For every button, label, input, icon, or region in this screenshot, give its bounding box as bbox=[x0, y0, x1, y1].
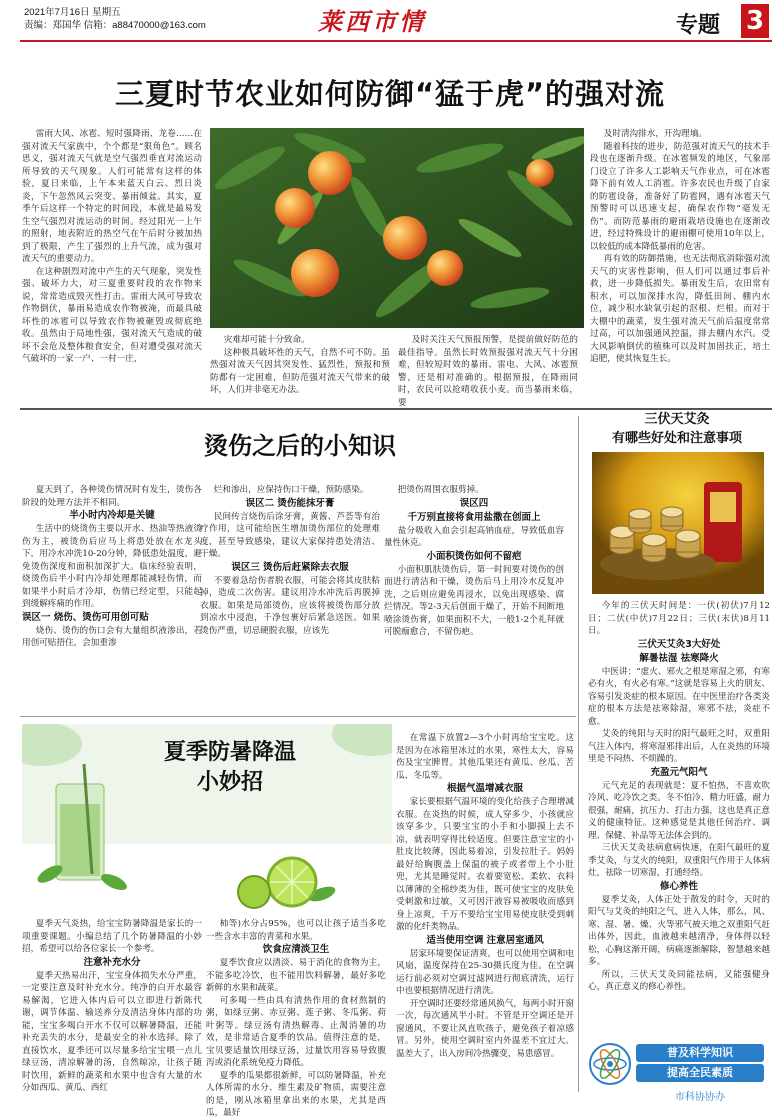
paragraph: 在常温下放置2—3个小时再给宝宝吃。这是因为在冰箱里冰过的水果，寒性太大，容易伤及宝宝脾胃。其他瓜果还有黄瓜、丝瓜、苦瓜、冬瓜等。 bbox=[396, 733, 574, 781]
paragraph: 灾难却可能十分致命。 bbox=[223, 335, 310, 345]
paragraph: 在这种剧烈对流中产生的天气现象，突发性强、破坏力大，对三夏重要时段的农作物来说，常常造成毁灭性打击。雷雨大风可导致农作物倒伏，暴雨易造成农作物被淹，而最具破坏性的冰雹可以导致农作物被砸毁或彻底绝收。虽然由于局地性强，强对流天气造成的破坏不会危及整体粮食安全，但对遭受强对流天气破坏的一家一户、一村一庄， bbox=[22, 266, 202, 364]
science-badge bbox=[588, 1040, 772, 1104]
summer-col-3 bbox=[396, 732, 574, 1060]
paragraph: 艾灸的纯阳与天时的阳气最旺之时，双重阳气注入体内，将寒湿邪排出后，人在炎热的环境里是不闷热、不烦躁的。 bbox=[588, 729, 770, 764]
subheading: 误区一 烧伤、烫伤可用创可贴 bbox=[22, 611, 149, 623]
paragraph: 夏季天气炎热，给宝宝防暑降温是家长的一项重要课题。小编总结了几个防暑降温的小妙招，希望可以给各位家长一个参考。 bbox=[22, 919, 202, 954]
paragraph: 可多喝一些由具有清热作用的食材熬制的粥，如绿豆粥、赤豆粥、莲子粥、冬瓜粥、荷叶粥等。绿豆汤有清热解毒、止渴消暑的功效，是非常适合夏季的饮品。值得注意的是，宝贝要适量饮用绿豆汤，过量饮用容易导致腹泻或消化系统免疫力降低。 bbox=[206, 995, 386, 1068]
paragraph: 夏季的瓜果都很新鲜，可以防暑降温，补充人体所需的水分、维生素及矿物质，需要注意的是，刚从冰箱里拿出来的水果，尤其是西瓜，最好 bbox=[206, 1070, 386, 1118]
paragraph: 民间传言烧伤后涂牙膏，黄酱、芦荟等有治疗作用，这可能给医生增加烫伤部位的处理难度，甚至导致感染，建议大家保持患处清洁、干燥。 bbox=[200, 511, 380, 559]
main-col-1 bbox=[22, 128, 202, 366]
main-col-2 bbox=[210, 334, 390, 397]
burn-col-1 bbox=[22, 484, 202, 650]
peach-photo bbox=[210, 128, 584, 328]
main-col-4 bbox=[590, 128, 770, 366]
column-divider bbox=[578, 416, 579, 1092]
paragraph: 所以，三伏天艾灸同能祛病，又能强健身心，真正意义的修心养性。 bbox=[588, 969, 770, 992]
paragraph: 及时清沟排水，开沟理墒。 bbox=[603, 129, 707, 139]
subheading: 半小时内冷却是关键 bbox=[69, 510, 155, 521]
section-name: 专题 bbox=[676, 13, 721, 38]
paragraph: 这种极具破坏性的天气，自然不可不防。虽然强对流天气因其突发性、猛烈性，预报和预防都有一定困难，但防范强对流天气带来的破坏，人们并非毫无办法。 bbox=[210, 347, 390, 395]
paragraph: 元气充足的表现就是：夏不怕热，不喜欢吹冷风、吃冷饮之类。冬不怕冷、精力旺盛，耐力很强，耐痛，抗压力、打击力强，这也是真正意义的健康特征。这种感觉是其他任何治疗、调理、保健、补品等无法体会到的。 bbox=[588, 780, 770, 841]
badge-org: 市科协协办 bbox=[675, 1092, 725, 1103]
paragraph: 中医讲：“虚火、邪火之根是寒湿之邪，有寒必有火，有火必有寒。”这就是容易上火的朋友、容易引发炎症的根本原因。在中医里治疗各类炎症的根本方法是祛寒除湿，寒邪不祛，炎症不愈。 bbox=[588, 666, 770, 727]
header-info bbox=[24, 6, 206, 32]
paragraph: 雷雨大风、冰雹、短时强降雨、龙卷……在强对流天气家族中，个个都是“狠角色”。顾名思义，强对流天气就是空气强烈垂直对流运动所导致的天气现象。人们可能常有这样的体验，夏日来临，上午本来蓝天白云、烈日炎炎，下午忽然风云突变、暴雨倾盆。其实，夏季午后这样一个特定的时间段，本就是最易发生空气强烈对流运动的时间。经过阳光一上午的照射，地表附近的热空气在午后时分被加热到了极限，产生了强烈的上升气流，成为强对流天气的重要动力。 bbox=[22, 129, 202, 264]
subheading: 三伏天艾灸3大好处 bbox=[637, 638, 721, 650]
burn-col-2 bbox=[200, 484, 380, 637]
paragraph: 开空调时还要经常通风换气，每两小时开窗一次，每次通风半小时。不管是开空调还是开窗通风，不要让风直吹孩子，避免孩子着凉感冒。另外，使用空调时室内外温差不宜过大。温差大了，出入房间冷热骤变，易患感冒。 bbox=[396, 998, 574, 1059]
paragraph: 烂和渗出，应保持伤口干燥，预防感染。 bbox=[213, 485, 369, 495]
paragraph: 夏天到了，各种烫伤情况时有发生，烫伤各阶段的处理方法并不相同。 bbox=[22, 485, 202, 508]
paragraph: 夏季饮食应以清淡、易于消化的食物为主，不能多吃冷饮，也不能用饮料解暑，最好多吃新鲜的水果和蔬菜。 bbox=[206, 958, 386, 993]
paragraph: 夏季天热易出汗，宝宝身体损失水分严重，一定要注意及时补充水分。纯净的白开水最容易解渴，它进入体内后可以立即进行新陈代谢，调节体温、输送养分及清洁身体内部的功能，宝宝多喝白开水不仅可以解暑降温，还能补充丢失的水分，是最安全的补水选择。除了直接饮水，夏季还可以尽量多给宝宝喂一点儿绿豆汤，清凉解暑的汤，自然晾凉，让孩子随时饮用，新鲜的蔬菜和水果中也含有大量的水分如西瓜、黄瓜、西红 bbox=[22, 970, 202, 1093]
paragraph: 柿等)水分占95%，也可以让孩子适当多吃一些含水丰富的青菜和水果。 bbox=[206, 919, 386, 942]
subheading: 注意补充水分 bbox=[83, 956, 141, 968]
subheading: 充盈元气阳气 bbox=[650, 766, 708, 778]
burn-col-3 bbox=[384, 484, 564, 639]
issue-date: 2021年7月16日 星期五 bbox=[24, 7, 121, 18]
summer-col-2 bbox=[206, 918, 386, 1120]
sanfu-body bbox=[588, 600, 770, 994]
subheading: 误区三 烫伤后赶紧除去衣服 bbox=[231, 561, 349, 573]
page-number: 3 bbox=[741, 4, 769, 38]
atom-logo-icon bbox=[588, 1042, 632, 1086]
summer-title-line1: 夏季防暑降温 bbox=[163, 740, 296, 765]
summer-col-1 bbox=[22, 918, 202, 1095]
paragraph: 盐分吸收入血会引起高钠血症，导致低血容量性休克。 bbox=[384, 525, 564, 548]
main-col-3 bbox=[398, 334, 578, 409]
subheading: 饮食应清淡卫生 bbox=[262, 944, 330, 955]
paragraph: 及时关注天气预报预警，是提前做好防范的最佳指导。虽然长时效预报强对流天气十分困难，但较短时效的暴雨、雷电、大风、冰雹预警，还是相对准确的。根据预报，在降雨同时，农民可以抢晴收获小麦。而当暴雨来临，要 bbox=[398, 335, 578, 408]
paragraph: 再有效的防御措施，也无法彻底消除强对流天气的灾害性影响，但人们可以通过事后补救，进一步降低损失。暴雨发生后，农田常有积水，可以加深排水沟，降低田间、棚内水位，减少积水缺氧引起的沤根、烂根。而对于大棚中的蔬菜，发生强对流天气前后温度常常过高，可以加强通风控温，排去棚内水汽。受大风影响倒伏的植株可以及时加固扶正，培土追肥，使其恢复生长。 bbox=[590, 254, 770, 364]
masthead-logo: 莱西市情 bbox=[318, 7, 426, 36]
moxa-photo bbox=[592, 452, 764, 594]
badge-line1: 普及科学知识 bbox=[636, 1044, 764, 1062]
sanfu-headline bbox=[584, 410, 770, 448]
main-headline: 三夏时节农业如何防御“猛于虎”的强对流 bbox=[114, 77, 666, 111]
paragraph: 家长要根据气温环境的变化给孩子合理增减衣服。在炎热的时候，成人穿多少，小孩就应该穿多少，只要宝宝的小手和小脚摸上去不凉，就表明穿得比较适度。但要注意宝宝的小肚皮比较薄，因此易着凉，引发拉肚子。妈妈最好给胸腹盖上保温的被子或者带上个小肚兜，尤其是睡觉时。衣着要宽松、柔软、衣料以薄薄的全棉纱类为佳，既可使宝宝的皮肤免受刺激和过敏，又可因汗液容易被吸收而感到身上凉爽，千万不要给宝宝用易使皮肤受到刺激的化纤类物品。 bbox=[396, 797, 574, 932]
paragraph: 不要着急给伤者脱衣服，可能会将其皮肤粘掉，造成二次伤害。建议用冷水冲洗后再脱掉衣服。如果是局部烫伤，应该将被烫伤部分放到凉水中浸泡，千净包裹好后紧急送医。如果烫伤严重，切忌硬脱衣服，应该先 bbox=[200, 575, 380, 636]
paragraph: 烧伤、烫伤的伤口会有大量组织液渗出，若用创可贴捂住，会加重渗 bbox=[22, 625, 202, 648]
sanfu-title-line1: 三伏天艾灸 bbox=[644, 412, 710, 427]
header-rule bbox=[20, 40, 772, 42]
paragraph: 三伏天艾灸祛病愈病快速，在阳气最旺的夏季艾灸，与艾火的纯阳，双重阳气作用于人体病灶，祛除一切寒湿，打通经络。 bbox=[588, 843, 770, 878]
subheading: 误区二 烫伤能抹牙膏 bbox=[245, 497, 335, 509]
paragraph: 生活中的烧烫伤主要以开水、热油等热液烫伤为主，被烫伤后应马上将患处放在水龙头下，用冷水冲洗10-20分钟，降低患处温度，避免烫伤深度和面积加深扩大。临床经验表明，烧烫伤后半小时内冷却处理都能减轻伤情，而如果半小时后才冷却，伤情已经定型，只能起到缓解疼痛的作用。 bbox=[22, 524, 202, 609]
editor-line: 责编：郑国华 信箱：a88470000@163.com bbox=[24, 20, 206, 31]
burn-headline: 烫伤之后的小知识 bbox=[204, 432, 396, 460]
subheading: 千万别直接将食用盐撒在创面上 bbox=[407, 511, 541, 523]
paragraph: 小面积肌肤烫伤后，第一时间要对烫伤的创面进行清洁和干燥，烫伤后马上用冷水反复冲洗，之后则应避免再浸水，以免出现感染、腐烂情况。等2-3天后创面干燥了，开始不间断地喷涂烫伤膏，如果面积不大，一般1-2个礼拜就可脱痂愈合，不留伤疤。 bbox=[384, 564, 564, 637]
subheading: 修心养性 bbox=[659, 880, 698, 892]
paragraph: 随着科技的进步，防范强对流天气的技术手段也在逐渐升级。在冰雹频发的地区，气象部门设立了许多人工影响天气作业点，可在冰雹降下前有效人工消雹。许多农民也升级了自家的防雹设备，准备好了防雹网，遇有冰雹天气预警时可以迅速支起，确保农作物“毫发无伤”。而防范暴雨的避雨栽培设施也在逐渐改进，经过特殊设计的避雨棚可使用10年以上，以较低的成本降低暴雨的危害。 bbox=[590, 141, 770, 252]
sanfu-title-line2: 有哪些好处和注意事项 bbox=[611, 431, 742, 446]
section-divider bbox=[20, 716, 576, 717]
summer-title-line2: 小妙招 bbox=[196, 770, 263, 795]
paragraph: 把烫伤周围衣服剪掉。 bbox=[397, 485, 484, 495]
badge-line2: 提高全民素质 bbox=[636, 1064, 764, 1082]
paragraph: 夏季艾灸，人体正处于散发的时令，天时的阳气与艾灸的纯阳之气，进入人体，那么，风、寒、湿、暑、燥、火等邪气被天地之双重阳气赶出体外，因此，血液越来越清净，身体得以轻松，心胸这渐开阔，病痛逐渐解除，智慧越来越多。 bbox=[588, 894, 770, 967]
paragraph: 居家环境要保证清爽，也可以使用空调和电风扇，温度保持在25-30摄氏度为佳。在空调运行前必须对空调过滤网进行彻底清洗，运行中也要根据情况进行清洗。 bbox=[396, 948, 574, 996]
subheading: 适当使用空调 注意居室通风 bbox=[426, 934, 544, 946]
summer-headline bbox=[130, 738, 330, 798]
subheading: 小面积烫伤如何不留疤 bbox=[426, 550, 522, 562]
paragraph: 今年的三伏天时间是：一伏(初伏)7月12日；二伏(中伏)7月22日；三伏(末伏)8月11日。 bbox=[588, 601, 770, 636]
subheading: 根据气温增减衣服 bbox=[446, 783, 523, 794]
subheading: 误区四 bbox=[459, 497, 489, 509]
subheading: 解暑祛湿 祛寒降火 bbox=[639, 652, 719, 664]
